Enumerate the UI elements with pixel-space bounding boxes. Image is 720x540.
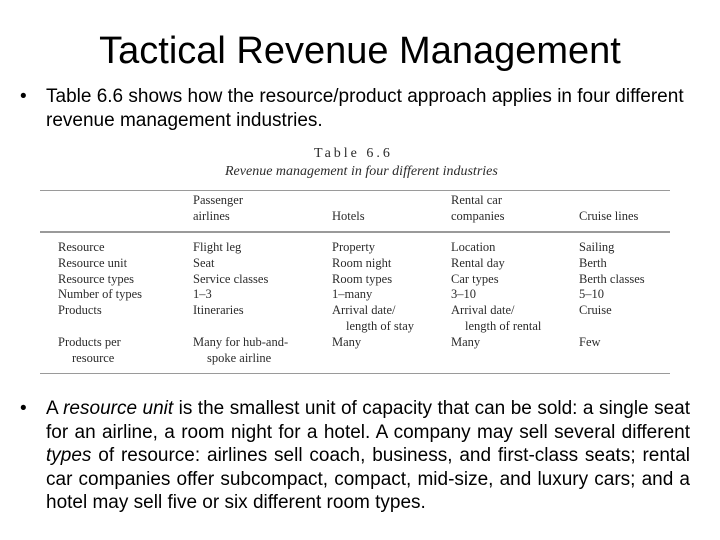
emphasis-types: types <box>46 445 92 466</box>
table-cell: Many <box>332 335 362 349</box>
bullet-marker: • <box>20 86 27 107</box>
header-line: companies <box>451 208 505 223</box>
col-header-airlines <box>193 193 243 225</box>
row-labels <box>58 240 142 319</box>
text-run: is the smallest unit of capacity that can be sold: a single seat for an airline, a room night for a hotel. A company may sell several different <box>46 398 690 443</box>
col-cruise <box>579 240 645 319</box>
col-rental-car <box>451 240 541 335</box>
table-cell: 1–3 <box>193 287 212 302</box>
col-airlines <box>193 240 268 319</box>
text-run: of resource: airlines sell coach, business, and first-class seats; rental car companies offer subcompact, compact, mid-size, and luxury cars; and a hotel may sell five or six different room types. <box>46 445 690 513</box>
col-hotels <box>332 240 414 335</box>
header-line: Cruise lines <box>579 209 639 223</box>
table-cell: 5–10 <box>579 287 604 302</box>
table-cell: length of rental <box>465 318 542 333</box>
cell-airlines-products-per-resource <box>193 335 288 367</box>
bullet-text <box>46 397 690 515</box>
table-header-rule <box>40 231 670 233</box>
header-line: Rental car <box>451 193 503 207</box>
table-cell: Arrival date/ <box>332 303 396 318</box>
table-cell: Service classes <box>193 271 269 286</box>
emphasis-resource-unit: resource unit <box>63 398 174 419</box>
table-cell: spoke airline <box>207 350 272 365</box>
table-cell: Car types <box>451 271 499 286</box>
table-caption-title: Revenue management in four different industries <box>225 164 498 179</box>
table-cell: Many for hub-and- <box>193 335 289 349</box>
table-cell: Cruise <box>579 303 612 318</box>
table-top-rule <box>40 190 670 191</box>
table-cell: length of stay <box>346 318 415 333</box>
table-cell: 3–10 <box>451 287 476 302</box>
table-cell: Berth <box>579 255 607 270</box>
header-line: airlines <box>193 208 230 223</box>
table-cell: 1–many <box>332 287 373 302</box>
bullet-resource-unit <box>20 397 690 515</box>
table-cell: Room night <box>332 255 392 270</box>
row-label-products-per-resource <box>58 335 121 367</box>
table-cell: Berth classes <box>579 271 645 286</box>
table-bottom-rule <box>40 373 670 374</box>
row-label: Resource types <box>58 271 135 286</box>
cell-rental-products-per-resource <box>451 335 480 351</box>
table-cell: Flight leg <box>193 240 242 254</box>
header-line: Passenger <box>193 193 243 207</box>
row-label: Products <box>58 303 102 318</box>
table-caption-label: Table 6.6 <box>314 146 393 161</box>
table-cell: Itineraries <box>193 303 244 318</box>
bullet-table-intro <box>20 85 690 132</box>
col-header-rental-car <box>451 193 504 225</box>
table-cell: Seat <box>193 255 215 270</box>
bullet-marker: • <box>20 398 27 419</box>
table-cell: Sailing <box>579 240 615 254</box>
slide-title: Tactical Revenue Management <box>99 30 621 72</box>
bullet-text: Table 6.6 shows how the resource/product approach applies in four different revenue management industries. <box>46 86 684 131</box>
cell-cruise-products-per-resource <box>579 335 601 351</box>
col-header-hotels <box>332 209 365 225</box>
table-cell: Rental day <box>451 255 505 270</box>
row-label: Resource unit <box>58 255 128 270</box>
table-cell: Room types <box>332 271 393 286</box>
table-cell: Location <box>451 240 496 254</box>
cell-hotels-products-per-resource <box>332 335 361 351</box>
row-label: Number of types <box>58 287 143 302</box>
header-line: Hotels <box>332 209 365 223</box>
table-cell: Arrival date/ <box>451 303 515 318</box>
row-label: Resource <box>58 240 105 254</box>
text-run: A <box>46 398 64 419</box>
row-label: Products per <box>58 335 121 349</box>
table-cell: Many <box>451 335 481 349</box>
table-cell: Property <box>332 240 376 254</box>
col-header-cruise <box>579 209 638 225</box>
table-6-6-image <box>40 140 670 376</box>
table-cell: Few <box>579 335 601 349</box>
row-label: resource <box>72 350 115 365</box>
